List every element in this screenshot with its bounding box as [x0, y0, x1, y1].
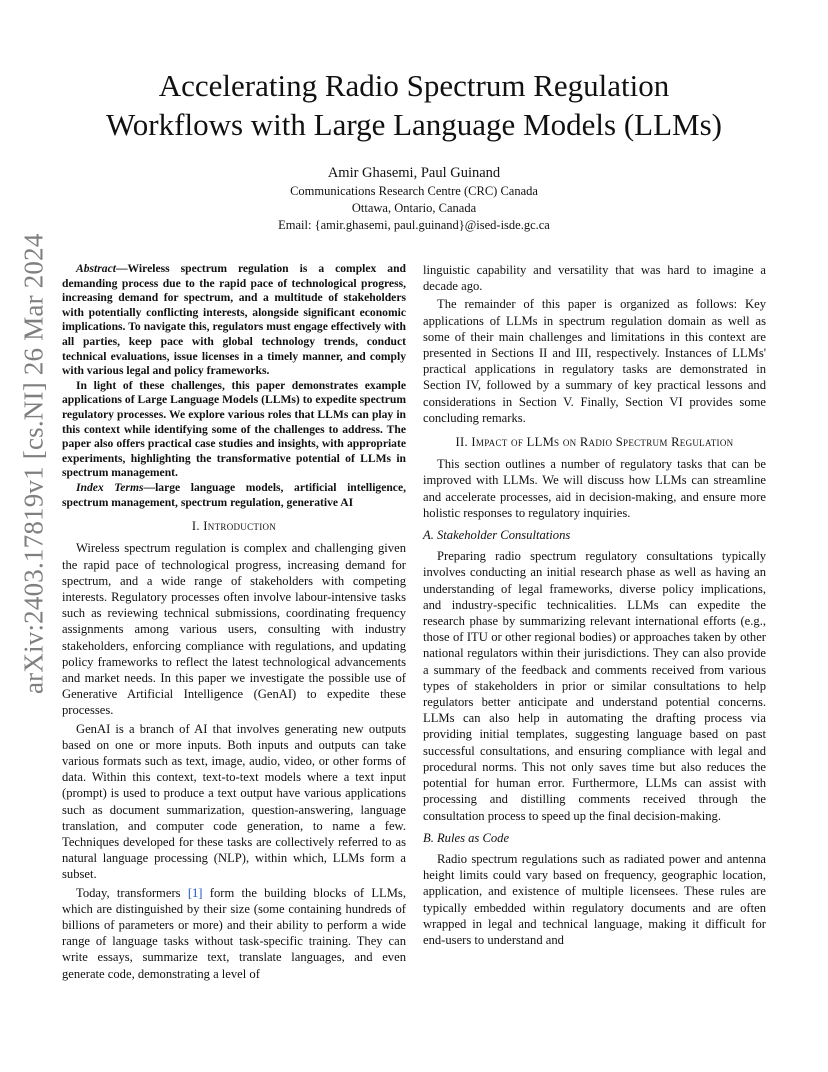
sec2-para-1: This section outlines a number of regulatory tasks that can be improved with LLMs. We will discuss how LLMs can streamline and accelerate processes, aid in decision-making, and ensure more holistic responses to regulatory inquiries. [423, 457, 766, 520]
section-2-heading: II. Impact of LLMs on Radio Spectrum Regulation [455, 435, 734, 450]
section-1-heading: I. Introduction [191, 519, 277, 534]
intro-para-3-start: Today, transformers [76, 885, 188, 900]
abstract-label: Abstract [76, 262, 116, 275]
index-terms: Index Terms—large language models, artificial intelligence, spectrum management, spectrum regulation, generative AI [62, 480, 406, 509]
index-terms-label: Index Terms [76, 480, 144, 494]
intro-para-1: Wireless spectrum regulation is complex and challenging given the rapid pace of technological progress, increasing demand for spectrum, and a wide range of stakeholders with competing interests. Regulatory processes often involve labour-intensive tasks such as reviewing technical submissions, coordinating frequency assignments among various users, consulting with industry stakeholders, enforcing compliance with regulations, and updating policy frameworks to reflect the latest technological advancements and market needs. In this paper we investigate the possible use of Generative Artificial Intelligence (GenAI) to expedite these processes. [62, 541, 406, 718]
title-line-2: Workflows with Large Language Models (LLMs) [106, 107, 722, 142]
intro-para-3 [62, 885, 406, 982]
affiliation: Communications Research Centre (CRC) Canada [290, 184, 538, 198]
subsection-a-para: Preparing radio spectrum regulatory consultations typically involves conducting an initial research phase as well as having an understanding of legal frameworks, diverse policy implications, and industry-specific technicalities. LLMs can expedite the research phase by summarizing relevant international efforts (e.g., those of ITU or other regional bodies) or approaches taken by other national regulators within their jurisdictions. They can also provide a summary of the feedback and comments received from various types of stakeholders in prior or similar consultations to help regulators better anticipate and understand potential concerns. LLMs can also help in automating the drafting process via providing initial templates, suggesting language based on past successful consultations, and ensuring compliance with legal and procedural norms. This not only saves time but also reduces the potential for human error. Furthermore, LLMs can assist with processing and distilling comments received through the consultation process to speed up the final decision-making. [423, 549, 766, 823]
title-line-1: Accelerating Radio Spectrum Regulation [158, 68, 670, 103]
left-column [62, 262, 406, 984]
intro-para-3-continued: linguistic capability and versatility that was hard to imagine a decade ago. [423, 263, 766, 294]
subsection-a-heading: A. Stakeholder Consultations [423, 528, 571, 543]
abstract [62, 262, 406, 510]
email: Email: {amir.ghasemi, paul.guinand}@ised-isde.gc.ca [278, 218, 550, 232]
abstract-para-1: Abstract—Wireless spectrum regulation is a complex and demanding process due to the rapid pace of technological progress, increasing demand for spectrum, and a multitude of stakeholders with potentially conflicting interests, alongside significant economic implications. To navigate this, regulators must engage effectively with all parties, keep pace with global technology trends, conduct technical evaluations, issue licenses in a timely manner, and comply with various legal and policy frameworks. [62, 262, 406, 378]
intro-para-3-end: form the building blocks of LLMs, which are distinguished by their size (some containing hundreds of billions of parameters or more) and their ability to perform a wide range of language tasks without task-specific training. They can write essays, summarize text, translate languages, and even generate code, demonstrating a level of [62, 885, 406, 981]
right-column [423, 262, 766, 950]
author-names: Amir Ghasemi, Paul Guinand [327, 165, 501, 181]
arxiv-id: arXiv:2403.17819v1 [cs.NI] 26 Mar 2024 [18, 233, 49, 694]
index-terms-text: large language models, artificial intelligence, spectrum management, spectrum regulation, generative AI [62, 480, 406, 509]
intro-para-2: GenAI is a branch of AI that involves generating new outputs based on one or more inputs. Both inputs and outputs can take various formats such as text, image, audio, video, or other forms of data. Within this context, text-to-text models where a text input (prompt) is used to produce a text output have various applications such as document summarization, question-answering, language translation, and computer code generation, to name a few. Techniques developed for these tasks are collectively referred to as natural language processing (NLP), within which, LLMs form a subset. [62, 721, 406, 882]
subsection-b-para: Radio spectrum regulations such as radiated power and antenna height limits could vary based on frequency, geographic location, application, and existence of multiple licensees. These rules are typically embedded within regulatory documents and are often wrapped in legal and technical language, making it difficult for end-users to understand and [423, 851, 766, 947]
paper-title [0, 66, 828, 144]
citation-link[interactable]: [1] [187, 885, 203, 900]
abstract-text: Wireless spectrum regulation is a complex and demanding process due to the rapid pace of technological progress, increasing demand for spectrum, and a multitude of stakeholders with potentially conflicting interests, alongside significant economic implications. To navigate this, regulators must engage effectively with all parties, keep pace with global technology trends, conduct technical evaluations, issue licenses in a timely manner, and comply with various legal and policy frameworks. [62, 262, 406, 378]
subsection-b-heading: B. Rules as Code [423, 830, 510, 845]
location: Ottawa, Ontario, Canada [351, 201, 477, 215]
intro-para-4: The remainder of this paper is organized as follows: Key applications of LLMs in spectrum regulation domain as well as some of their main challenges and limitations in this context are presented in Sections II and III, respectively. Instances of LLMs' practical applications in regulatory tasks are demonstrated in Section IV, followed by a summary of key practical lessons and considerations in Section V. Finally, Section VI provides some concluding remarks. [423, 297, 766, 425]
abstract-para-2: In light of these challenges, this paper demonstrates example applications of Large Language Models (LLMs) to expedite spectrum regulatory processes. We explore various roles that LLMs can play in this context while identifying some of the challenges to address. The paper also offers practical case studies and insights, with appropriate experiments, highlighting the transformative potential of LLMs in spectrum management. [62, 378, 406, 480]
author-block [0, 164, 828, 234]
